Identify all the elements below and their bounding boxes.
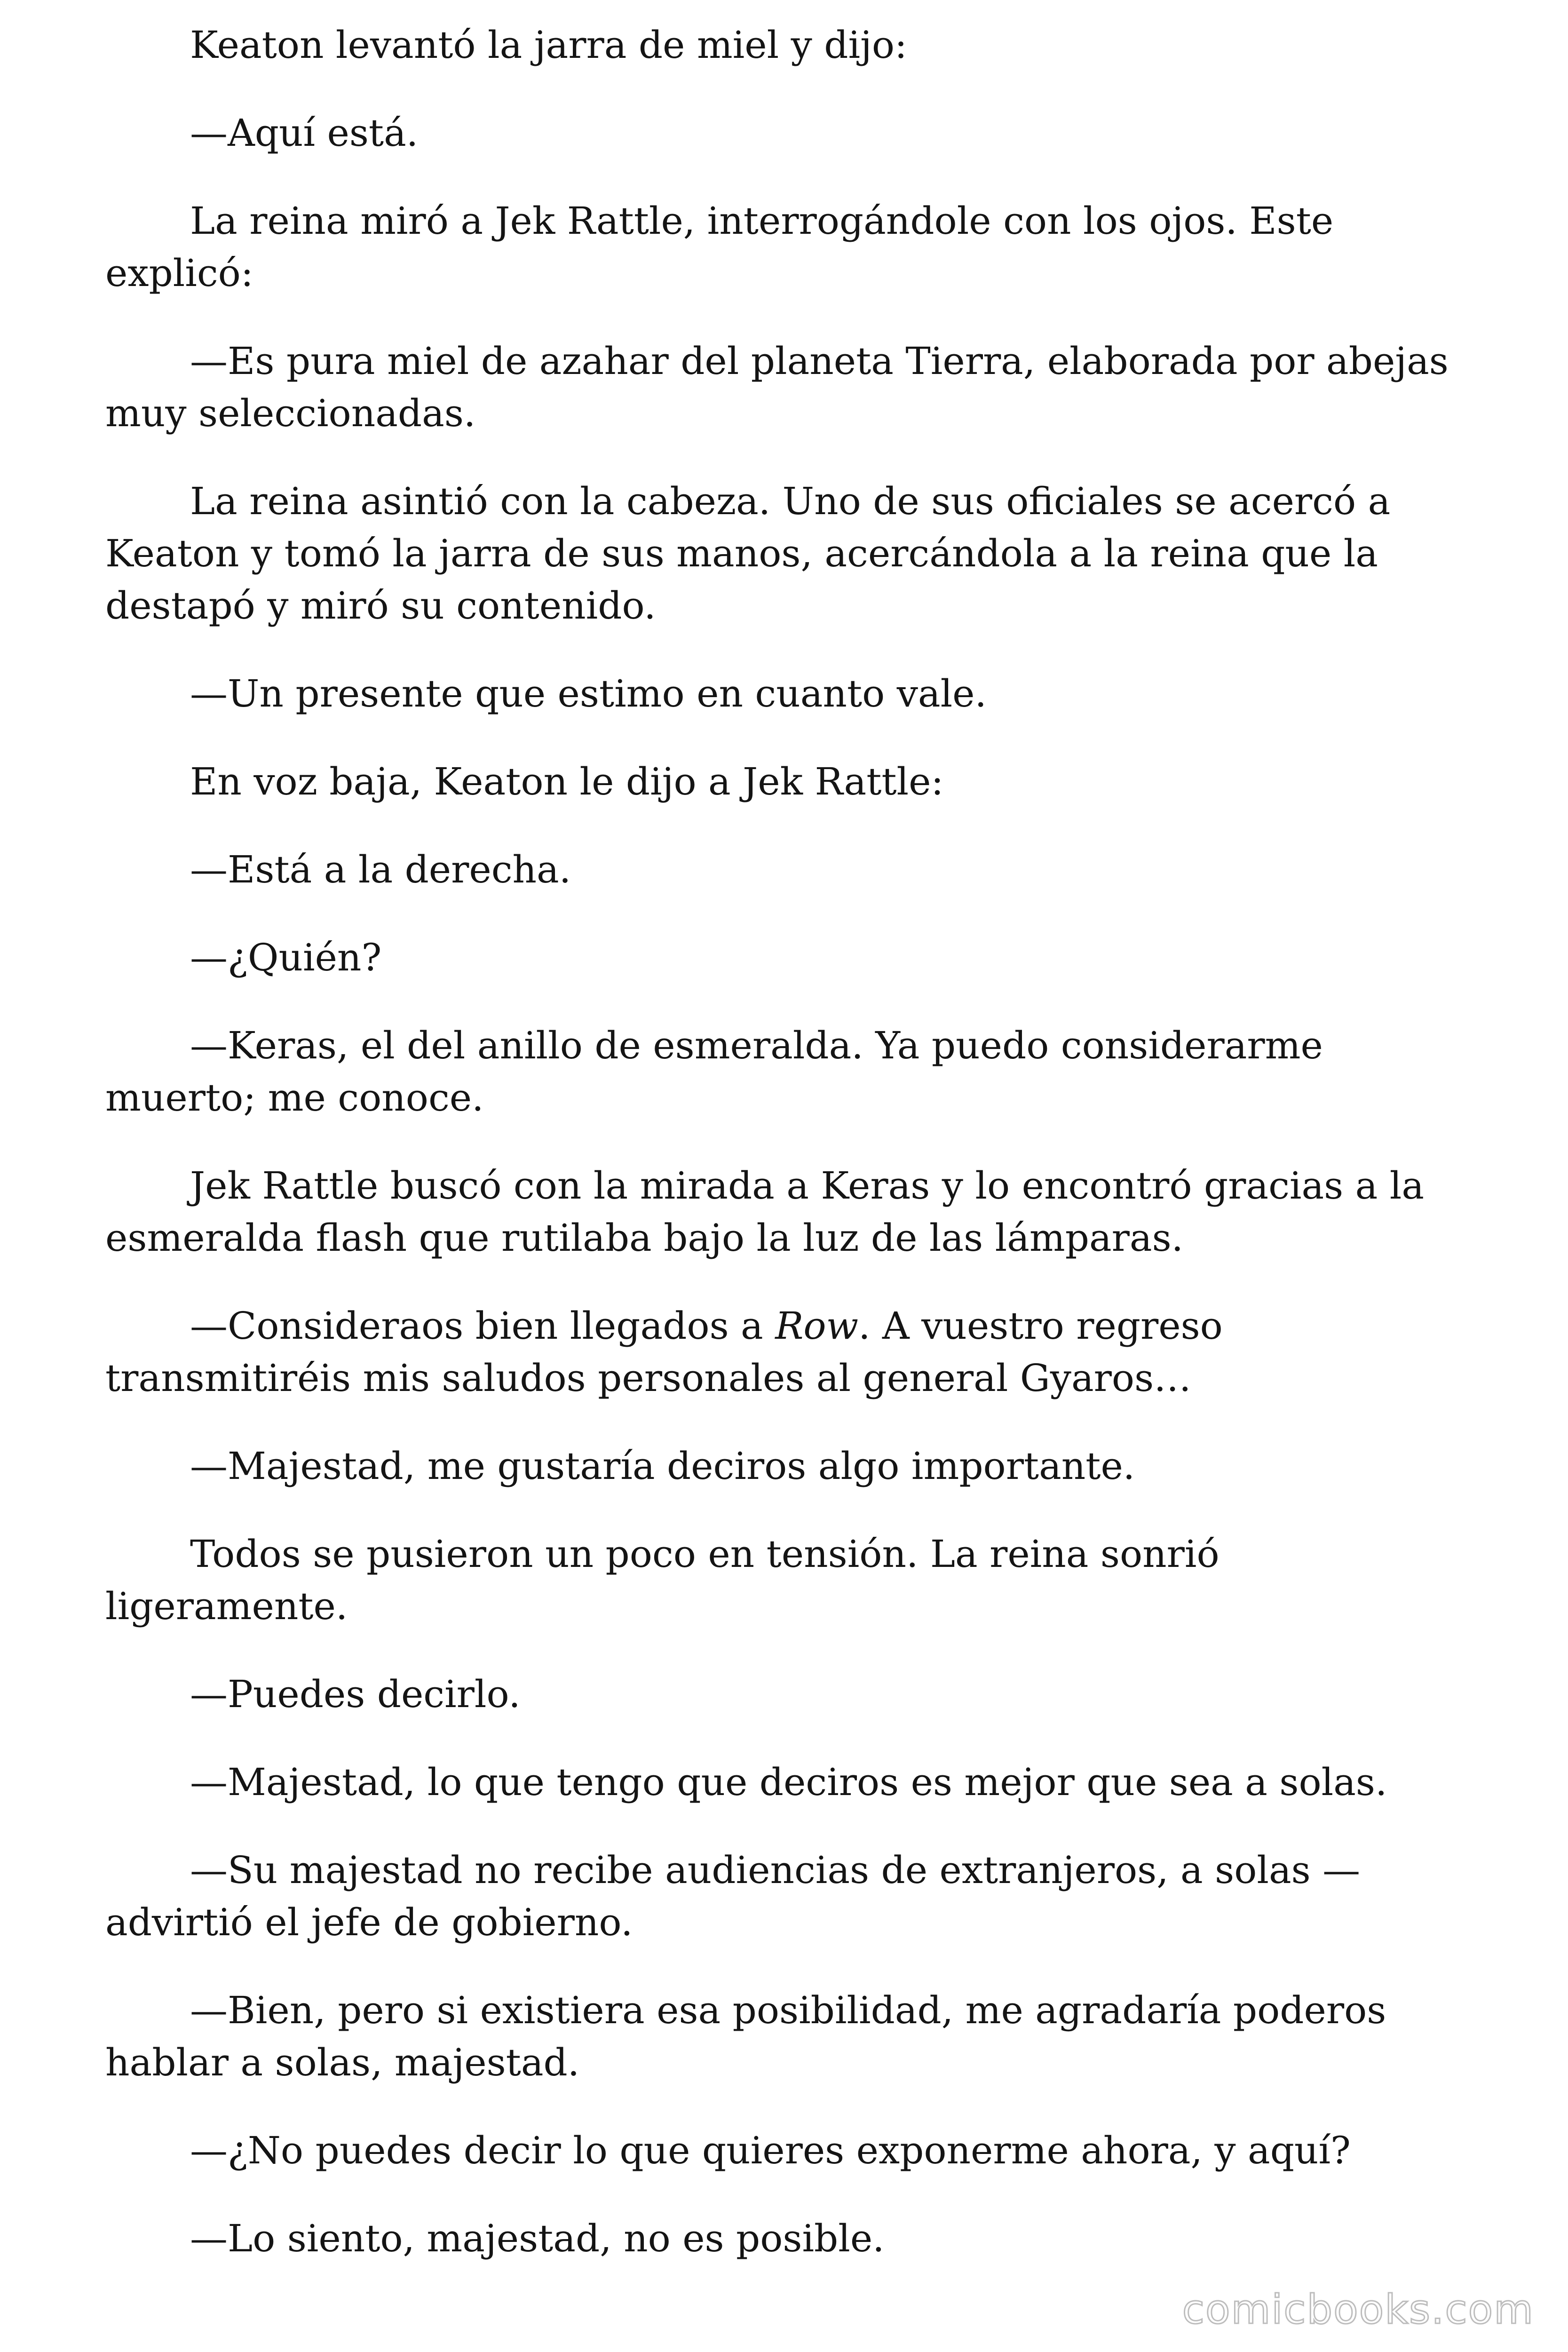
paragraph: —Lo siento, majestad, no es posible.: [190, 2217, 885, 2260]
paragraph: [105, 1300, 1460, 1404]
paragraph: —Puedes decirlo.: [190, 1672, 521, 1716]
paragraph: En voz baja, Keaton le dijo a Jek Rattle:: [190, 760, 944, 803]
paragraph: —Un presente que estimo en cuanto vale.: [190, 672, 987, 715]
paragraph: —Es pura miel de azahar del planeta Tierra, elaborada por abejas muy seleccionadas.: [105, 339, 1449, 435]
paragraph-text-start: —Consideraos bien llegados a: [190, 1304, 776, 1348]
paragraph: —Bien, pero si existiera esa posibilidad, me agradaría poderos hablar a solas, majestad.: [105, 1988, 1386, 2084]
paragraph: Todos se pusieron un poco en tensión. La reina sonrió ligeramente.: [105, 1532, 1220, 1628]
italic-ship-name: Row: [775, 1304, 859, 1348]
paragraph: Keaton levantó la jarra de miel y dijo:: [190, 23, 907, 67]
paragraph: La reina asintió con la cabeza. Uno de sus oficiales se acercó a Keaton y tomó la jarra de sus manos, acercándola a la reina que la destapó y miró su contenido.: [105, 479, 1391, 628]
paragraph: Jek Rattle buscó con la mirada a Keras y lo encontró gracias a la esmeralda flash que rutilaba bajo la luz de las lámparas.: [105, 1164, 1425, 1260]
paragraph: —¿Quién?: [190, 936, 382, 979]
page-text: [105, 19, 1460, 2300]
paragraph: —¿No puedes decir lo que quieres exponerme ahora, y aquí?: [190, 2129, 1351, 2172]
paragraph: —Keras, el del anillo de esmeralda. Ya puedo considerarme muerto; me conoce.: [105, 1024, 1323, 1120]
paragraph-text-end: . A vuestro regreso transmitiréis mis saludos personales al general Gyaros…: [105, 1304, 1223, 1400]
paragraph: —Majestad, me gustaría deciros algo importante.: [190, 1444, 1135, 1488]
paragraph: La reina miró a Jek Rattle, interrogándole con los ojos. Este explicó:: [105, 199, 1334, 295]
paragraph: —Está a la derecha.: [190, 848, 571, 891]
paragraph: —Su majestad no recibe audiencias de extranjeros, a solas —advirtió el jefe de gobierno.: [105, 1848, 1361, 1944]
paragraph: —Majestad, lo que tengo que deciros es mejor que sea a solas.: [190, 1760, 1387, 1804]
paragraph: —Aquí está.: [190, 111, 419, 155]
watermark: comicbooks.com: [1182, 2286, 1534, 2333]
